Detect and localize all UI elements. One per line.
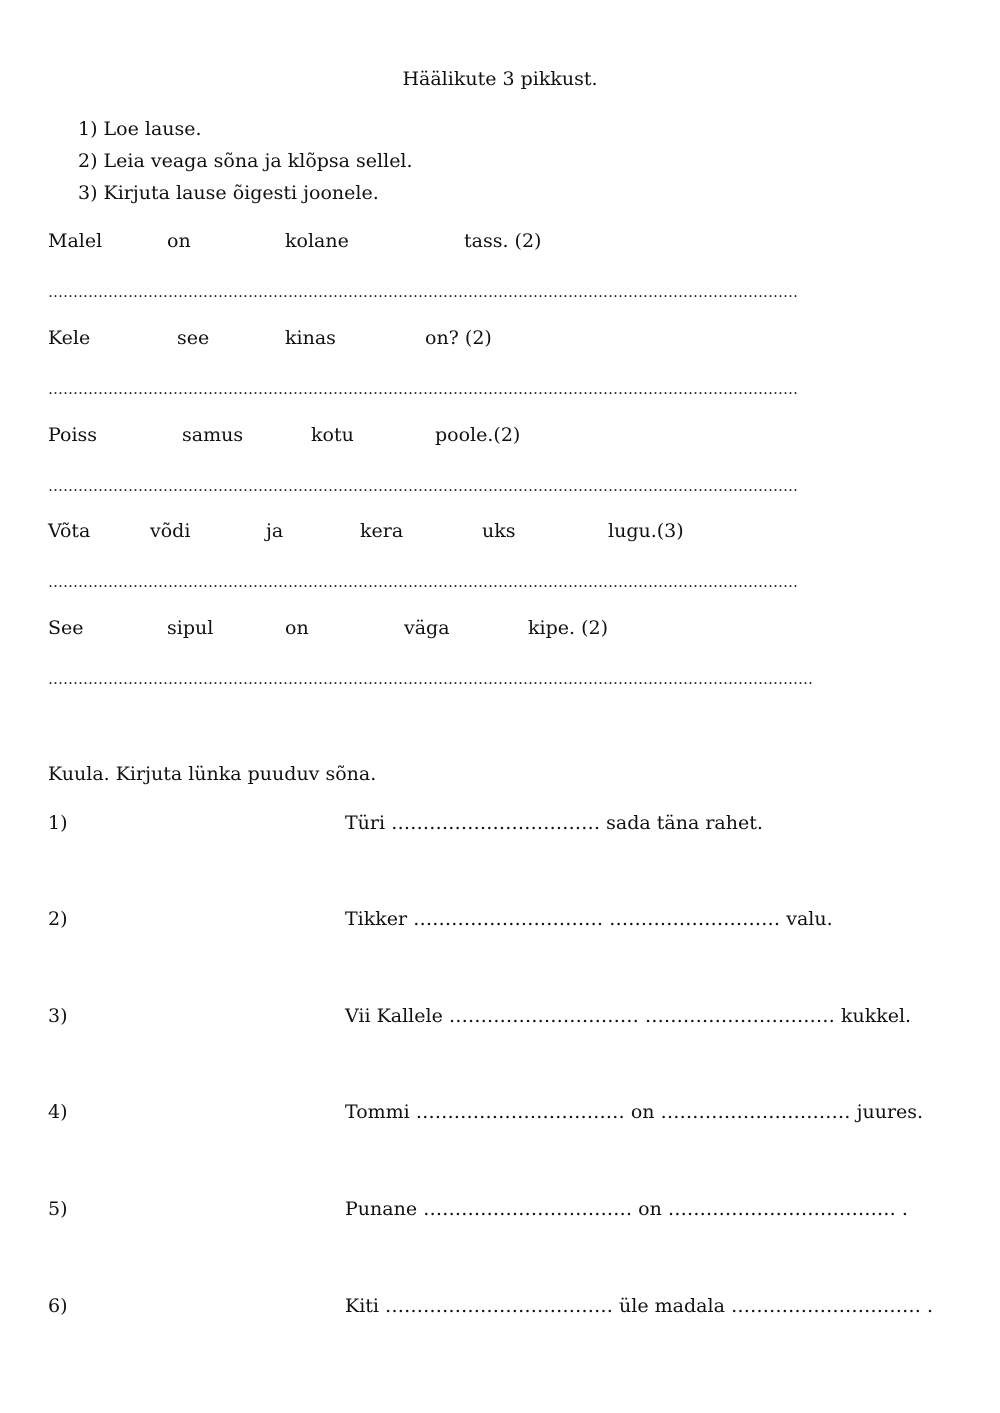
fill-item-number: 4): [48, 1101, 68, 1123]
word-button[interactable]: See: [48, 617, 84, 639]
word-button[interactable]: on: [167, 230, 191, 252]
answer-line-2[interactable]: ……………………………………………………………………………………………………………………………………: [48, 380, 798, 398]
fill-item-number: 6): [48, 1295, 68, 1317]
word-button[interactable]: lugu.(3): [608, 520, 684, 542]
word-button[interactable]: on: [285, 617, 309, 639]
answer-line-4[interactable]: ……………………………………………………………………………………………………………………………………: [48, 573, 798, 591]
word-button[interactable]: Malel: [48, 230, 103, 252]
fill-item-sentence[interactable]: Türi …………………………… sada täna rahet.: [345, 812, 763, 834]
word-button[interactable]: kotu: [311, 424, 354, 446]
word-button[interactable]: Kele: [48, 327, 91, 349]
word-button[interactable]: väga: [404, 617, 450, 639]
instruction-1: 1) Loe lause.: [78, 118, 202, 140]
word-button[interactable]: poole.(2): [435, 424, 521, 446]
word-button[interactable]: Poiss: [48, 424, 98, 446]
fill-item-sentence[interactable]: Kiti ……………………………… üle madala ………………………… .: [345, 1295, 934, 1317]
word-button[interactable]: kolane: [285, 230, 349, 252]
word-button[interactable]: kinas: [285, 327, 336, 349]
word-button[interactable]: samus: [182, 424, 244, 446]
fill-item-sentence[interactable]: Tommi …………………………… on ………………………… juures.: [345, 1101, 924, 1123]
fill-item-number: 2): [48, 908, 68, 930]
word-button[interactable]: kera: [360, 520, 404, 542]
answer-line-1[interactable]: ……………………………………………………………………………………………………………………………………: [48, 283, 798, 301]
word-button[interactable]: tass. (2): [464, 230, 542, 252]
word-button[interactable]: sipul: [167, 617, 214, 639]
fill-item-sentence[interactable]: Vii Kallele ………………………… ………………………… kukkel.: [345, 1005, 912, 1027]
fill-item-number: 1): [48, 812, 68, 834]
answer-line-3[interactable]: ……………………………………………………………………………………………………………………………………: [48, 477, 798, 495]
fill-item-sentence[interactable]: Punane …………………………… on ……………………………… .: [345, 1198, 908, 1220]
word-button[interactable]: kipe. (2): [528, 617, 608, 639]
instruction-2: 2) Leia veaga sõna ja klõpsa sellel.: [78, 150, 413, 172]
word-button[interactable]: Võta: [48, 520, 91, 542]
fill-item-number: 5): [48, 1198, 68, 1220]
word-button[interactable]: võdi: [150, 520, 191, 542]
answer-line-5[interactable]: ………………………………………………………………………………………………………………………………………: [48, 670, 813, 688]
word-button[interactable]: uks: [482, 520, 516, 542]
fill-item-sentence[interactable]: Tikker ………………………… ……………………… valu.: [345, 908, 833, 930]
word-button[interactable]: see: [177, 327, 210, 349]
word-button[interactable]: on? (2): [425, 327, 492, 349]
word-button[interactable]: ja: [266, 520, 284, 542]
fill-item-number: 3): [48, 1005, 68, 1027]
page-title: Häälikute 3 pikkust.: [402, 68, 598, 90]
instruction-3: 3) Kirjuta lause õigesti joonele.: [78, 182, 379, 204]
listen-heading: Kuula. Kirjuta lünka puuduv sõna.: [48, 763, 377, 785]
